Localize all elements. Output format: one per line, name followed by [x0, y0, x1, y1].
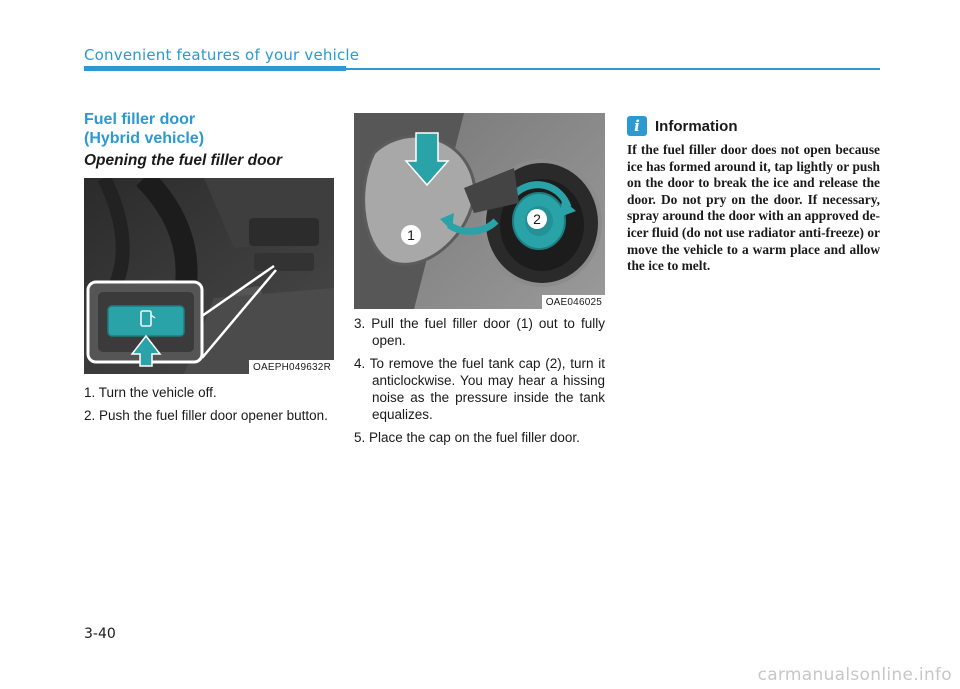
watermark: carmanualsonline.info [757, 665, 952, 685]
step-item: 4. To remove the fuel tank cap (2), turn it anticlockwise. You may hear a hissing noise as the pressure inside the tank equalizes. [354, 356, 605, 422]
info-icon: i [627, 116, 647, 136]
section-heading [84, 110, 204, 148]
information-title: Information [655, 117, 738, 135]
header-rule [346, 68, 880, 70]
information-header [627, 116, 738, 136]
section-heading-line1: Fuel filler door [84, 111, 196, 128]
figure-code: OAEPH049632R [249, 360, 334, 374]
callout-2: 2 [533, 211, 541, 227]
header-bar [84, 66, 346, 71]
callout-1: 1 [407, 227, 415, 243]
dashboard-illustration [84, 178, 334, 374]
page-number: 3-40 [84, 626, 116, 642]
figure-fuel-door-opener [84, 178, 334, 374]
information-body: If the fuel filler door does not open because ice has formed around it, tap lightly or push on the door to break the ice and release the door. Do not pry on the door. If necessary, spray around the door with an approved de-icer fluid (do not use radiator anti-freeze) or move the vehicle to a warm place and allow the ice to melt. [627, 142, 880, 274]
steps-list-left [84, 384, 334, 430]
step-item: 2. Push the fuel filler door opener button. [84, 408, 328, 423]
step-item: 3. Pull the fuel filler door (1) out to fully open. [354, 316, 605, 348]
figure-fuel-door-cap [354, 113, 605, 309]
sub-heading: Opening the fuel filler door [84, 152, 283, 169]
step-item: 5. Place the cap on the fuel filler door. [354, 430, 580, 445]
steps-list-right [354, 315, 605, 452]
section-heading-line2: (Hybrid vehicle) [84, 130, 205, 147]
header-title: Convenient features of your vehicle [84, 46, 360, 64]
step-item: 1. Turn the vehicle off. [84, 385, 217, 400]
figure-code: OAE046025 [542, 295, 605, 309]
fuel-door-illustration [354, 113, 605, 309]
